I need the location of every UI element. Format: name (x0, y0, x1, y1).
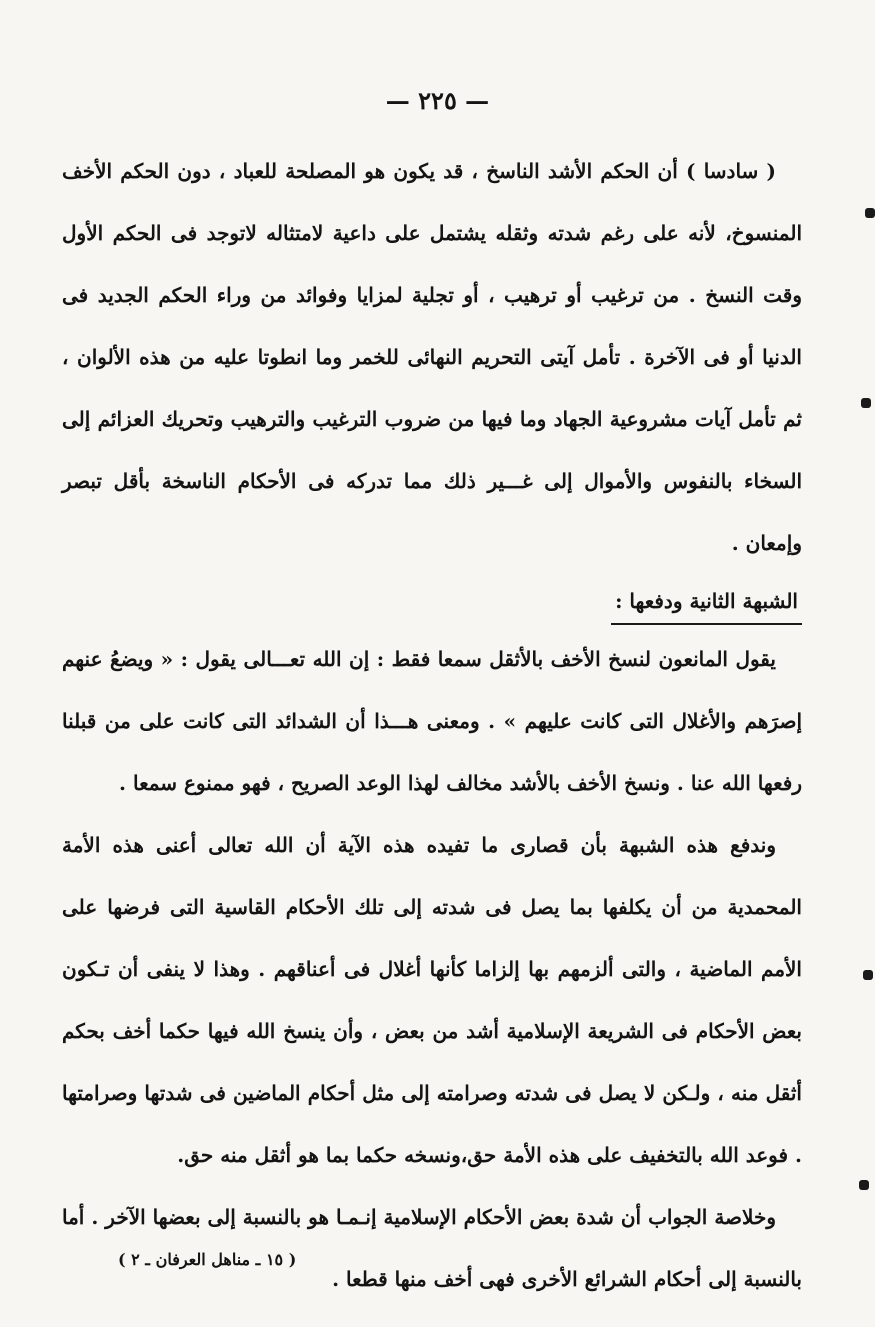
binding-mark (863, 970, 873, 980)
binding-mark (859, 1180, 869, 1190)
binding-mark (861, 398, 871, 408)
page-number: — ٢٢٥ — (385, 86, 490, 115)
paragraph-sixth-point: ( سادسا ) أن الحكم الأشد الناسخ ، قد يكون هو المصلحة للعباد ، دون الحكم الأخف المنسوخ، لأنه على رغم شدته وثقله يشتمل على داعية لامتثاله لاتوجد فى الحكم الأول وقت النسخ . من ترغيب أو ترهيب ، أو تجلية لمزايا وفوائد من وراء الحكم الجديد فى الدنيا أو فى الآخرة . تأمل آيتى التحريم النهائى للخمر وما انطوتا عليه من هذه الألوان ، ثم تأمل آيات مشروعية الجهاد وما فيها من ضروب الترغيب والترهيب وتحريك العزائم إلى السخاء بالنفوس والأموال إلى غـــير ذلك مما تدركه فى الأحكام الناسخة بأقل تبصر وإمعان . (62, 159, 803, 555)
paragraph-conclusion: وخلاصة الجواب أن شدة بعض الأحكام الإسلامية إنـمـا هو بالنسبة إلى بعضها الآخر . أما بالنسبة إلى أحكام الشرائع الأخرى فهى أخف منها قطعا . (62, 1205, 802, 1291)
signature-line: ( ١٥ ـ مناهل العرفان ـ ٢ ) (118, 1250, 297, 1269)
paragraph-rebuttal: وندفع هذه الشبهة بأن قصارى ما تفيده هذه الآية أن الله تعالى أعنى هذه الأمة المحمدية من أن يكلفها بما يصل فى شدته إلى تلك الأحكام القاسية التى فرضها على الأمم الماضية ، والتى ألزمهم بها إلزاما كأنها أغلال فى أعناقهم . وهذا لا ينفى أن تـكون بعض الأحكام فى الشريعة الإسلامية أشد من بعض ، وأن ينسخ الله فيها حكما أخف بحكم أثقل منه ، ولـكن لا يصل فى شدته وصرامته إلى مثل أحكام الماضين فى شدتها وصرامتها . فوعد الله بالتخفيف على هذه الأمة حق،ونسخه حكما بما هو أثقل منه حق. (62, 833, 802, 1167)
paragraph-objection: يقول المانعون لنسخ الأخف بالأثقل سمعا فقط : إن الله تعـــالى يقول : « ويضعُ عنهم إصرَهم والأغلال التى كانت عليهم » . ومعنى هـــذا أن الشدائد التى كانت على من قبلنا رفعها الله عنا . ونسخ الأخف بالأشد مخالف لهذا الوعد الصريح ، فهو ممنوع سمعا . (62, 647, 802, 795)
section-heading-text: الشبهة الثانية ودفعها : (611, 581, 802, 625)
section-heading (62, 574, 802, 628)
binding-mark (865, 208, 875, 218)
page-body (62, 140, 802, 1310)
